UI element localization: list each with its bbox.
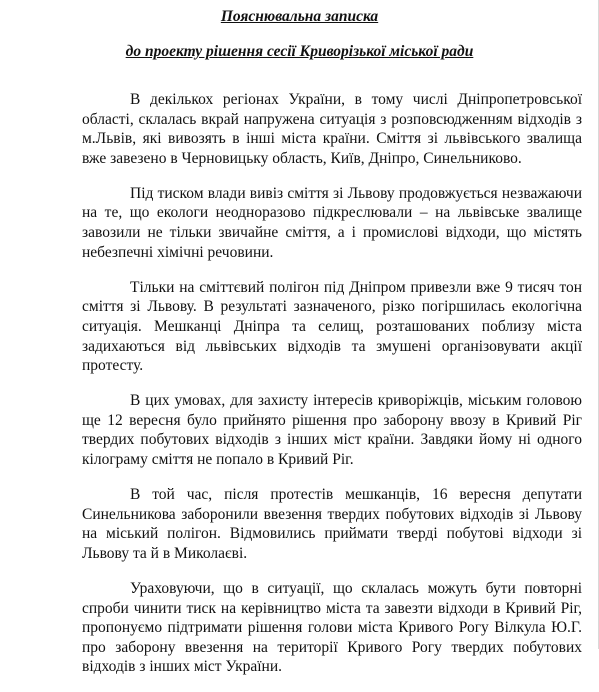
paragraph-3: Тільки на сміттєвий полігон під Дніпром привезли вже 9 тисяч тон сміття зі Львову. В результаті зазначеного, різко погіршилась екологічна ситуація. Мешканці Дніпра та селищ, розташованих поблизу міста задихаються від львівських відходів та змушені організовувати акції протесту. [82,278,582,375]
paragraph-5: В той час, після протестів мешканців, 16 вересня депутати Синельникова заборонили ввезення твердих побутових відходів зі Львову на міський полігон. Відмовились приймати тверді побутові відходи зі Львову та й в Миколаєві. [82,486,582,562]
paragraph-6: Ураховуючи, що в ситуації, що склалась можуть бути повторні спроби чинити тиск на керівництво міста та завезти відходи в Кривий Ріг, пропонуємо підтримати рішення голови міста Кривого Рогу Вілкула Ю.Г. про заборону ввезення на території Кривого Рогу твердих побутових відходів з інших міст України. [82,579,582,676]
paragraph-2: Під тиском влади вивіз сміття зі Львову продовжується незважаючи на те, що екологи неодноразово підкреслювали – на львівське звалище завозили не тільки звичайне сміття, а і промислові відходи, що містять небезпечні хімічні речовини. [82,184,582,261]
document-body [82,90,582,692]
paragraph-4: В цих умовах, для захисту інтересів криворіжців, міським головою ще 12 вересня було прийнято рішення про заборону ввозу в Кривий Ріг твердих побутових відходів з інших міст країни. Завдяки йому ні одного кілограму сміття не попало в Кривий Ріг. [82,392,582,468]
document-subtitle: до проекту рішення сесії Криворізької міської ради [125,43,474,60]
document-title: Пояснювальна записка [220,8,379,25]
paragraph-1: В декількох регіонах України, в тому числі Дніпропетровської області, склалась вкрай напружена ситуація з розповсюдженням відходів з м.Львів, які вивозять в інші міста країни. Сміття зі львівського звалища вже завезено в Черновицьку область, Київ, Дніпро, Синельниково. [82,91,582,167]
